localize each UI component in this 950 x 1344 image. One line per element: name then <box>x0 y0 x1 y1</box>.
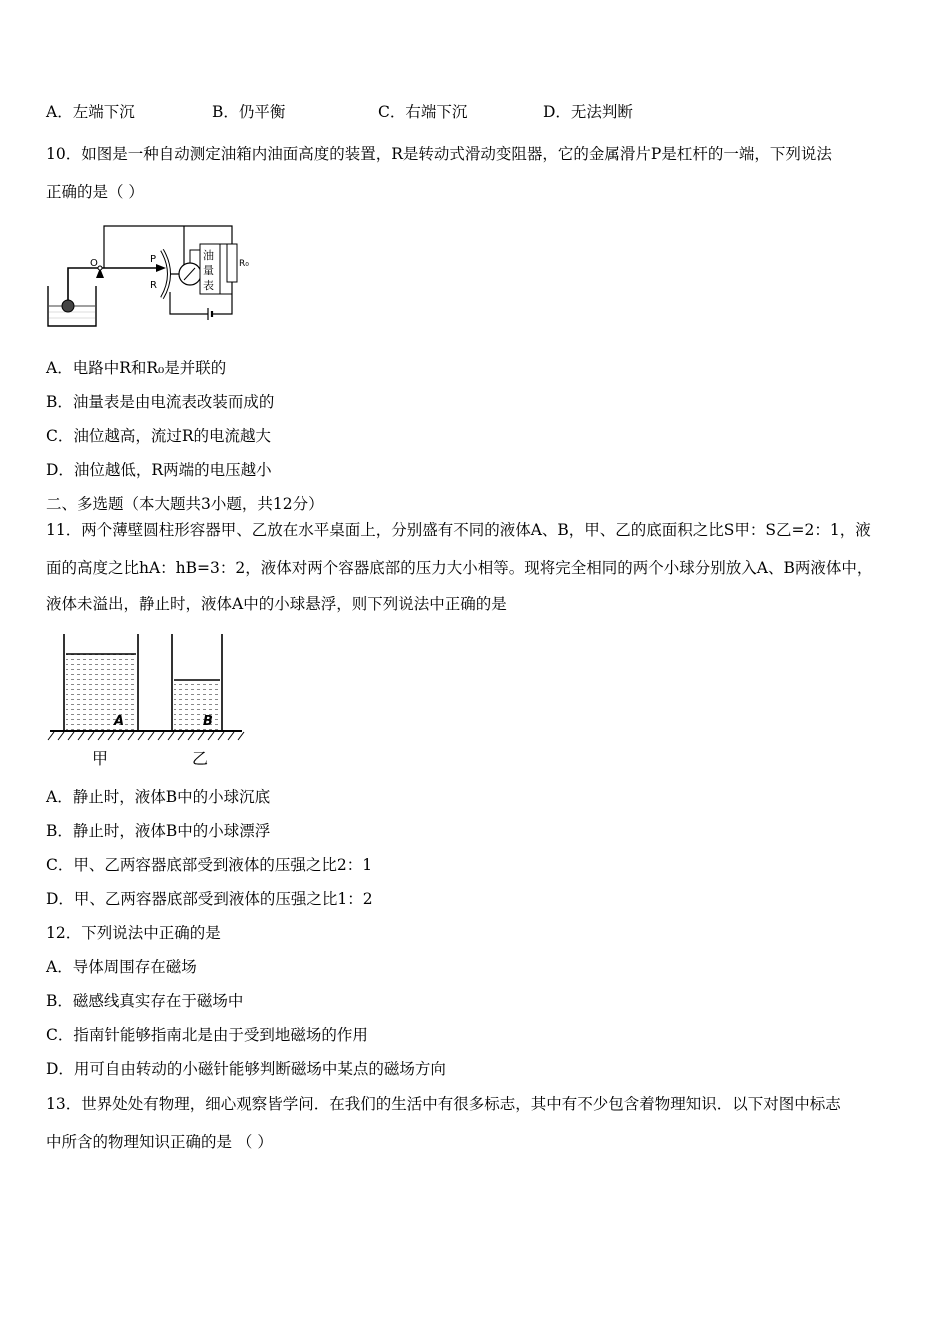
q9-option-d: D．无法判断 <box>543 103 633 121</box>
q12-option-c: C．指南针能够指南北是由于受到地磁场的作用 <box>46 1026 368 1044</box>
q12-option-a: A．导体周围存在磁场 <box>46 958 197 976</box>
container-jia-label: 甲 <box>92 749 109 768</box>
section-title: 二、多选题（本大题共3小题，共12分） <box>46 495 324 513</box>
label-o: O <box>90 258 98 269</box>
gauge-label-2: 量 <box>203 264 214 277</box>
q12-option-b: B．磁感线真实存在于磁场中 <box>46 992 244 1010</box>
q10-stem-line1: 10．如图是一种自动测定油箱内油面高度的装置，R是转动式滑动变阻器，它的金属滑片P是杠杆的一端，下列说法 <box>46 145 832 163</box>
liquid-b-label: B <box>203 714 213 729</box>
q11-stem-line1: 11．两个薄壁圆柱形容器甲、乙放在水平桌面上，分别盛有不同的液体A、B，甲、乙的底面积之比S甲：S乙=2：1，液 <box>46 521 871 539</box>
containers-figure <box>46 632 246 772</box>
oil-gauge-circuit-figure <box>44 222 254 334</box>
q11-option-b: B．静止时，液体B中的小球漂浮 <box>46 822 271 840</box>
q10-stem-line2: 正确的是（ ） <box>46 183 144 201</box>
q9-option-c: C．右端下沉 <box>378 103 468 121</box>
q10-option-a: A．电路中R和R₀是并联的 <box>46 359 227 377</box>
q11-stem-line2: 面的高度之比hA：hB=3：2，液体对两个容器底部的压力大小相等。现将完全相同的两个小球分别放入A、B两液体中， <box>46 559 873 577</box>
q11-stem-line3: 液体未溢出，静止时，液体A中的小球悬浮，则下列说法中正确的是 <box>46 595 507 613</box>
q10-option-c: C．油位越高，流过R的电流越大 <box>46 427 272 445</box>
liquid-a-label: A <box>114 714 125 729</box>
q11-option-c: C．甲、乙两容器底部受到液体的压强之比2：1 <box>46 856 373 874</box>
label-p: P <box>150 254 157 265</box>
container-yi-label: 乙 <box>192 749 209 768</box>
q11-option-a: A．静止时，液体B中的小球沉底 <box>46 788 271 806</box>
q10-option-d: D．油位越低，R两端的电压越小 <box>46 461 272 479</box>
gauge-label-1: 油 <box>203 249 214 262</box>
label-r: R <box>150 280 157 291</box>
q9-option-b: B．仍平衡 <box>212 103 286 121</box>
label-r0: R₀ <box>239 259 249 269</box>
q12-option-d: D．用可自由转动的小磁针能够判断磁场中某点的磁场方向 <box>46 1060 446 1078</box>
q12-stem: 12．下列说法中正确的是 <box>46 924 221 942</box>
q10-option-b: B．油量表是由电流表改装而成的 <box>46 393 275 411</box>
q13-stem-line2: 中所含的物理知识正确的是 （ ） <box>46 1133 273 1151</box>
q9-option-a: A．左端下沉 <box>46 103 135 121</box>
gauge-label-3: 表 <box>203 279 214 292</box>
q11-option-d: D．甲、乙两容器底部受到液体的压强之比1：2 <box>46 890 373 908</box>
q13-stem-line1: 13．世界处处有物理，细心观察皆学问．在我们的生活中有很多标志，其中有不少包含着物理知识．以下对图中标志 <box>46 1095 841 1113</box>
